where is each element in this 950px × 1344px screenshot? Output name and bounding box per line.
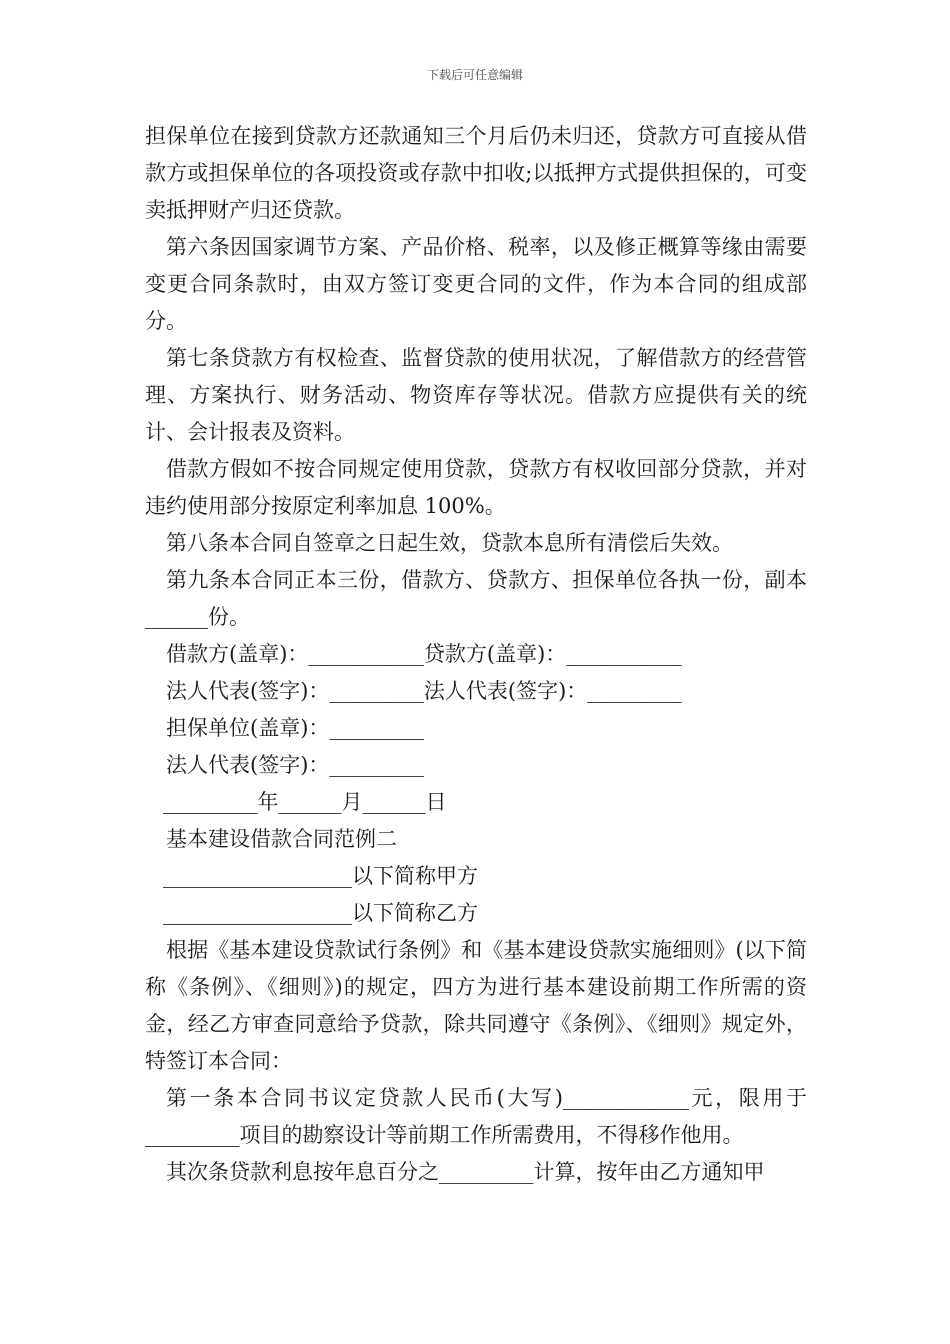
paragraph-article-8: 第八条本合同自签章之日起生效，贷款本息所有清偿后失效。 (166, 531, 733, 555)
signature-line-borrower-lender: 借款方(盖章)：___________贷款方(盖章)：___________ (166, 642, 682, 666)
paragraph-misuse-penalty: 借款方假如不按合同规定使用贷款，贷款方有权收回部分贷款，并对违约使用部分按原定利率加息 100%。 (145, 457, 807, 518)
paragraph-article-9: 第九条本合同正本三份，借款方、贷款方、担保单位各执一份，副本______份。 (145, 568, 807, 629)
signature-line-date: _________年______月______日 (163, 790, 447, 814)
document-body (145, 118, 807, 1191)
paragraph-article-1: 第一条本合同书议定贷款人民币(大写)____________元，限用于_________项目的勘察设计等前期工作所需费用，不得移作他用。 (145, 1086, 807, 1147)
paragraph-preamble: 根据《基本建设贷款试行条例》和《基本建设贷款实施细则》(以下简称《条例》、《细则》)的规定，四方为进行基本建设前期工作所需的资金，经乙方审查同意给予贷款，除共同遵守《条例》、《细则》规定外，特签订本合同： (145, 938, 807, 1073)
paragraph-article-2: 其次条贷款利息按年息百分之_________计算，按年由乙方通知甲 (166, 1160, 765, 1184)
party-line-b: __________________以下简称乙方 (163, 901, 478, 925)
section-title: 基本建设借款合同范例二 (166, 827, 397, 851)
signature-line-guarantor: 担保单位(盖章)：_________ (166, 716, 424, 740)
signature-line-guarantor-rep: 法人代表(签字)：_________ (166, 753, 424, 777)
paragraph-article-7: 第七条贷款方有权检查、监督贷款的使用状况，了解借款方的经营管理、方案执行、财务活动、物资库存等状况。借款方应提供有关的统计、会计报表及资料。 (145, 346, 807, 444)
party-line-a: __________________以下简称甲方 (163, 864, 478, 888)
paragraph-guarantee-repayment: 担保单位在接到贷款方还款通知三个月后仍未归还，贷款方可直接从借款方或担保单位的各项投资或存款中扣收;以抵押方式提供担保的，可变卖抵押财产归还贷款。 (145, 124, 807, 222)
signature-line-legal-reps: 法人代表(签字)：_________法人代表(签字)：_________ (166, 679, 682, 703)
paragraph-article-6: 第六条因国家调节方案、产品价格、税率，以及修正概算等缘由需要变更合同条款时，由双方签订变更合同的文件，作为本合同的组成部分。 (145, 235, 807, 333)
page-header: 下载后可任意编辑 (426, 68, 523, 82)
